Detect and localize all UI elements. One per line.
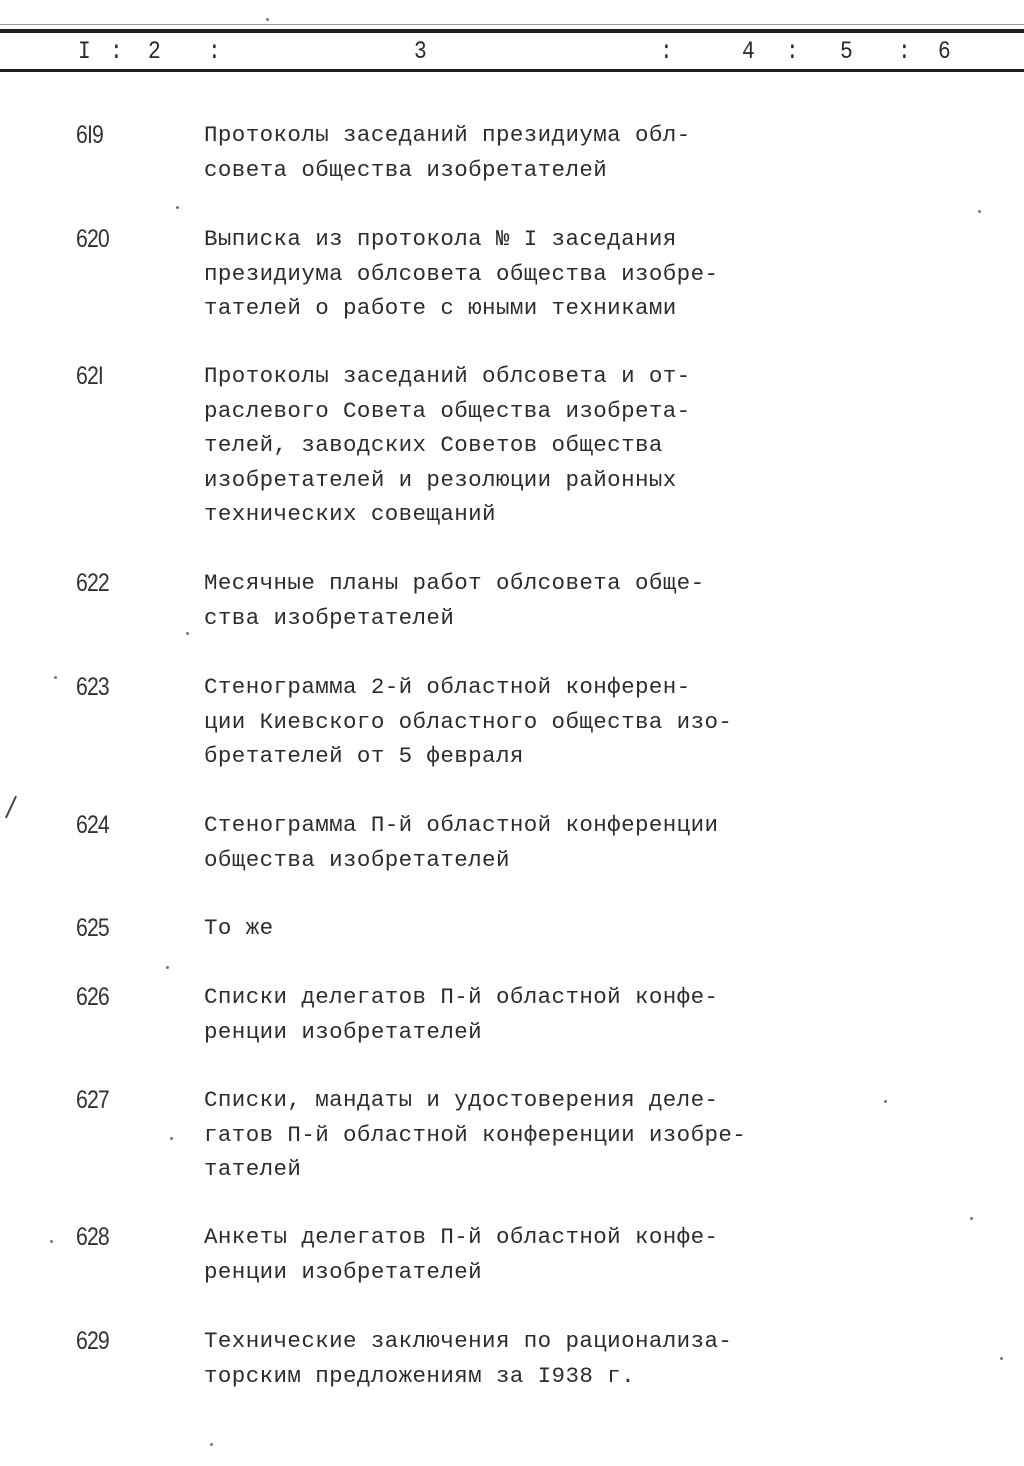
- header-rule-thin: [0, 24, 1024, 25]
- entry-title-line: Стенограмма 2-й областной конферен-: [204, 674, 691, 700]
- entry-number: 624: [76, 811, 109, 839]
- entry-title-line: ции Киевского областного общества изо-: [204, 708, 733, 735]
- column-separator: :: [660, 37, 673, 66]
- scan-speck: [1000, 1357, 1003, 1360]
- entry-title: [204, 1324, 804, 1393]
- column-header-5: 5: [840, 37, 853, 66]
- scan-speck: [970, 1217, 973, 1220]
- entry-number: 627: [76, 1086, 109, 1114]
- entry-number: 625: [76, 914, 109, 942]
- entry-title-line: То же: [204, 915, 274, 941]
- scan-speck: [210, 1443, 213, 1446]
- entry-title-line: Списки, мандаты и удостоверения деле-: [204, 1087, 719, 1113]
- entry-title-line: ренции изобретателей: [204, 1258, 483, 1285]
- entry-title: [204, 359, 804, 532]
- entry-title-line: тателей: [204, 1156, 302, 1182]
- entry-title-line: Анкеты делегатов П-й областной конфе-: [204, 1224, 719, 1250]
- scan-speck: [176, 206, 179, 209]
- entry-title-line: ренции изобретателей: [204, 1018, 483, 1045]
- entry-title: [204, 118, 804, 187]
- entry-title-line: ства изобретателей: [204, 604, 455, 631]
- column-separator: :: [786, 37, 799, 66]
- column-header-4: 4: [742, 37, 755, 66]
- entry-title-line: общества изобретателей: [204, 846, 510, 873]
- entry-title-line: гатов П-й областной конференции изобре-: [204, 1121, 747, 1148]
- entry-title: [204, 566, 804, 635]
- entry-title-line: телей, заводских Советов общества: [204, 432, 663, 458]
- margin-pencil-mark: [5, 796, 17, 819]
- scan-speck: [54, 676, 57, 679]
- entry-number: 6I9: [76, 121, 104, 149]
- entry-title: [204, 808, 804, 877]
- entry-number: 626: [76, 983, 109, 1011]
- entry-title: [204, 1083, 804, 1187]
- entry-number: 62I: [76, 362, 104, 390]
- entry-title-line: Месячные планы работ облсовета обще-: [204, 570, 705, 596]
- scan-speck: [884, 1100, 887, 1103]
- column-header-I: I: [78, 37, 91, 66]
- column-header-row: [0, 36, 1024, 68]
- entry-title: [204, 911, 804, 946]
- entry-title-line: технических совещаний: [204, 501, 496, 527]
- entry-title-line: совета общества изобретателей: [204, 156, 608, 183]
- column-header-6: 6: [938, 37, 951, 66]
- column-header-3: 3: [414, 37, 427, 66]
- entry-number: 620: [76, 225, 109, 253]
- entry-number: 623: [76, 673, 109, 701]
- entry-title-line: Протоколы заседаний облсовета и от-: [204, 363, 691, 389]
- entry-title-line: Протоколы заседаний президиума обл-: [204, 122, 691, 148]
- entry-title: [204, 670, 804, 774]
- entry-title-line: изобретателей и резолюции районных: [204, 466, 677, 493]
- entry-number: 629: [76, 1327, 109, 1355]
- entry-title: [204, 1220, 804, 1289]
- entry-number: 622: [76, 569, 109, 597]
- header-rule-bottom: [0, 69, 1024, 72]
- scan-speck: [266, 18, 269, 21]
- entry-title-line: Выписка из протокола № I заседания: [204, 226, 677, 252]
- scan-speck: [50, 1240, 53, 1243]
- entry-title-line: Списки делегатов П-й областной конфе-: [204, 984, 719, 1010]
- header-rule-top: [0, 29, 1024, 33]
- entry-title: [204, 980, 804, 1049]
- entry-title-line: Технические заключения по рационализа-: [204, 1328, 733, 1354]
- scan-speck: [978, 210, 981, 213]
- entry-title: [204, 222, 804, 326]
- column-header-2: 2: [148, 37, 161, 66]
- entry-title-line: тателей о работе с юными техниками: [204, 295, 677, 321]
- column-separator: :: [208, 37, 221, 66]
- scan-speck: [170, 1137, 173, 1140]
- column-separator: :: [898, 37, 911, 66]
- scan-speck: [166, 966, 169, 969]
- entry-title-line: раслевого Совета общества изобрета-: [204, 397, 691, 424]
- entry-title-line: торским предложениям за I938 г.: [204, 1362, 635, 1389]
- scan-speck: [186, 632, 189, 635]
- entry-number: 628: [76, 1223, 109, 1251]
- entry-title-line: президиума облсовета общества изобре-: [204, 260, 719, 287]
- column-separator: :: [110, 37, 123, 66]
- entry-title-line: бретателей от 5 февраля: [204, 743, 524, 769]
- entry-title-line: Стенограмма П-й областной конференции: [204, 812, 719, 838]
